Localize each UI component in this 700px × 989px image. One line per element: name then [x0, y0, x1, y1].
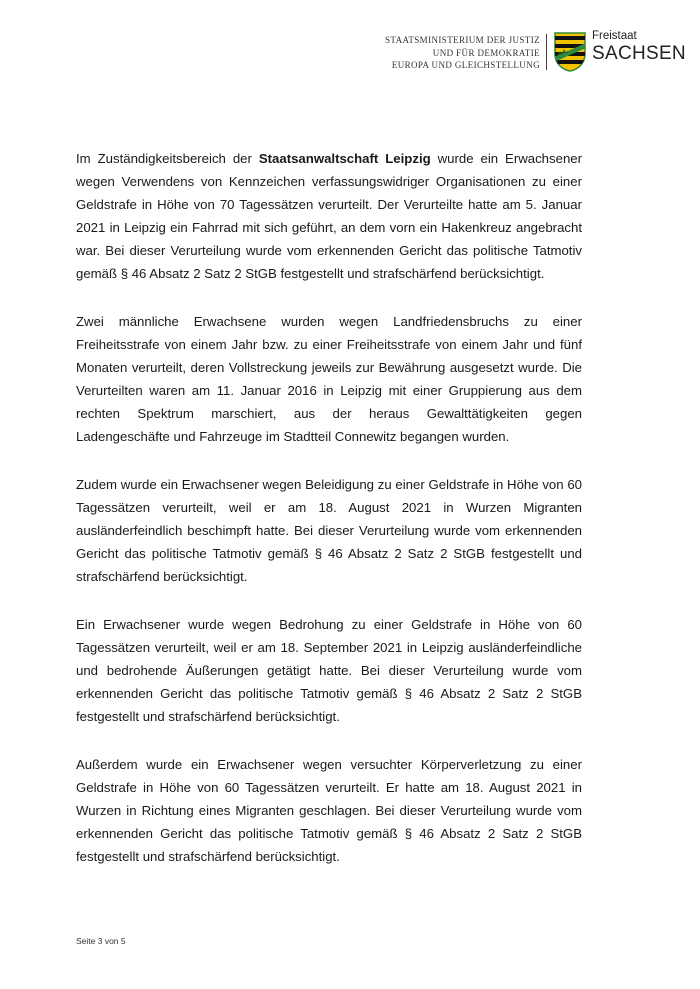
paragraph-text: wurde ein Erwachsener wegen Verwendens von Kennzeichen verfassungswidriger Organisationen zu einer Geldstrafe in Höhe von 70 Tagessätzen verurteilt. Der Verurteilte hatte am 5. Januar 2021 in Leipzig ein Fahrrad mit sich geführt, an dem vorn ein Hakenkreuz angebracht war. Bei dieser Verurteilung wurde vom erkennenden Gericht das politische Tatmotiv gemäß § 46 Absatz 2 Satz 2 StGB festgestellt und strafschärfend berücksichtigt. — [76, 151, 583, 281]
freistaat-sachsen-wordmark — [592, 30, 686, 65]
document-body — [76, 147, 582, 893]
paragraph-5: Außerdem wurde ein Erwachsener wegen versuchter Körperverletzung zu einer Geldstrafe in Höhe von 60 Tagessätzen verurteilt. Er hatte am 18. August 2021 in Wurzen in Richtung eines Migranten geschlagen. Bei dieser Verurteilung wurde vom erkennenden Gericht das politische Tatmotiv gemäß § 46 Absatz 2 Satz 2 StGB festgestellt und strafschärfend berücksichtigt. — [76, 757, 582, 864]
page-number: Seite 3 von 5 — [76, 936, 126, 946]
paragraph-2: Zwei männliche Erwachsene wurden wegen Landfriedensbruchs zu einer Freiheitsstrafe von einem Jahr bzw. zu einer Freiheitsstrafe von einem Jahr und fünf Monaten verurteilt, deren Vollstreckung jeweils zur Bewährung ausgesetzt wurde. Die Verurteilten waren am 11. Januar 2016 in Leipzig mit einer Gruppierung aus dem rechten Spektrum marschiert, aus der heraus Gewalttätigkeiten gegen Ladengeschäfte und Fahrzeuge im Stadtteil Connewitz begangen wurden. — [76, 314, 582, 444]
paragraph-1 — [76, 147, 582, 285]
prosecutor-office-name: Staatsanwaltschaft Leipzig — [258, 151, 431, 166]
ministry-line: STAATSMINISTERIUM DER JUSTIZ — [385, 35, 540, 45]
saxony-coat-of-arms-icon — [554, 32, 586, 72]
ministry-line: UND FÜR DEMOKRATIE — [432, 47, 540, 58]
brand-small: Freistaat — [592, 30, 637, 42]
paragraph-4: Ein Erwachsener wurde wegen Bedrohung zu einer Geldstrafe in Höhe von 60 Tagessätzen verurteilt, weil er am 18. September 2021 in Leipzig ausländerfeindliche und bedrohende Äußerungen getätigt hatte. Bei dieser Verurteilung wurde vom erkennenden Gericht das politische Tatmotiv gemäß § 46 Absatz 2 Satz 2 StGB festgestellt und strafschärfend berücksichtigt. — [76, 617, 582, 724]
ministry-name — [385, 34, 540, 72]
header-divider — [546, 34, 547, 70]
letterhead — [0, 32, 700, 72]
paragraph-3: Zudem wurde ein Erwachsener wegen Beleidigung zu einer Geldstrafe in Höhe von 60 Tagessätzen verurteilt, weil er am 18. August 2021 in Wurzen Migranten ausländerfeindlich beschimpft hatte. Bei dieser Verurteilung wurde vom erkennenden Gericht das politische Tatmotiv gemäß § 46 Absatz 2 Satz 2 StGB festgestellt und strafschärfend berücksichtigt. — [76, 477, 582, 584]
brand-large: SACHSEN — [592, 43, 686, 64]
ministry-line: EUROPA UND GLEICHSTELLUNG — [391, 60, 540, 70]
paragraph-text: Im Zuständigkeitsbereich der — [76, 151, 259, 166]
